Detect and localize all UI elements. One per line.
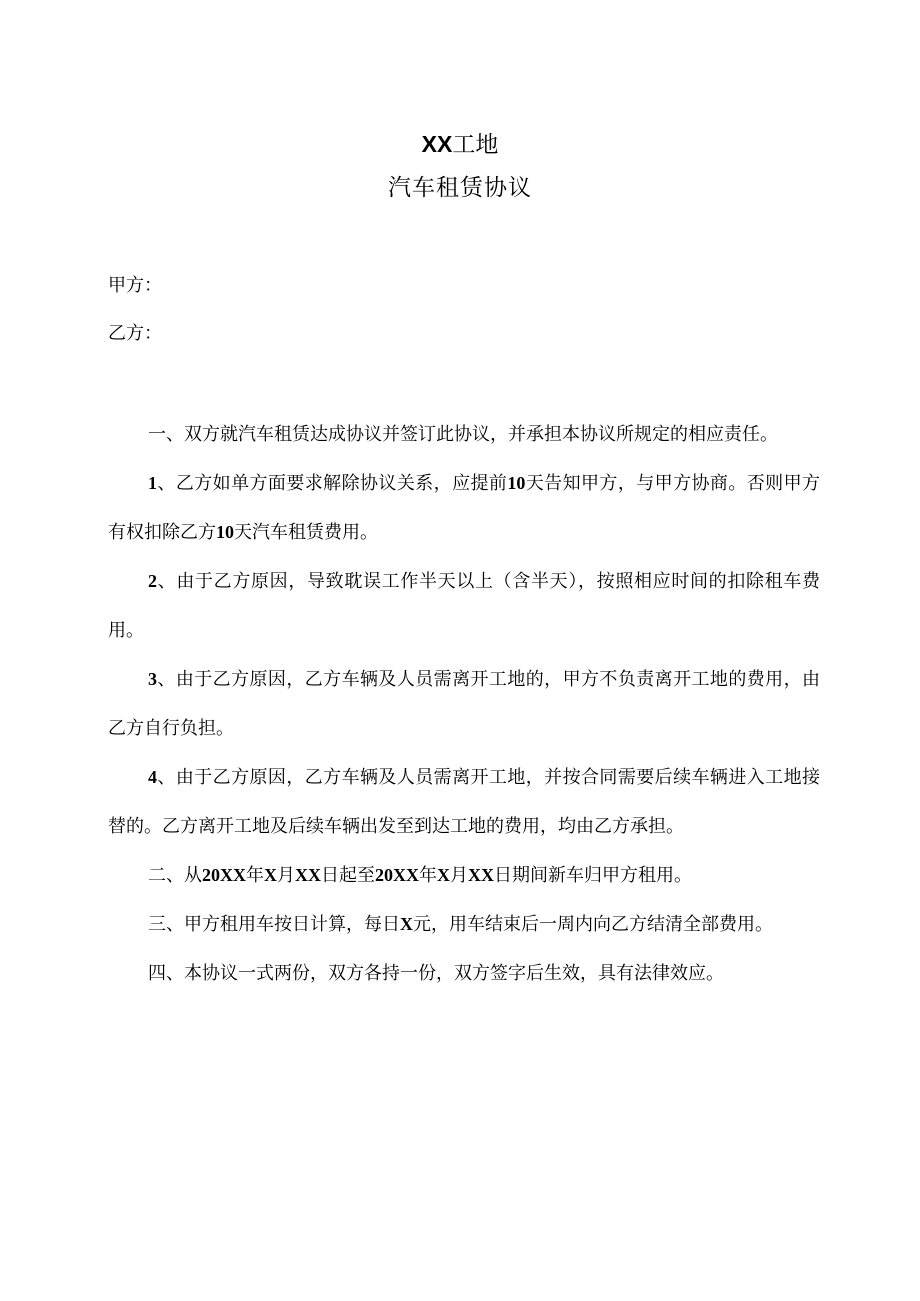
document-subtitle: 汽车租赁协议 [388,175,532,201]
clause-2: 二、从20XX年X月XX日起至20XX年X月XX日期间新车归甲方租用。 [148,865,692,886]
title-code: XX [421,131,453,157]
clause-number: 4 [148,767,157,787]
clause-number: 1 [148,473,157,493]
agreement-body [108,410,820,998]
party-a-label: 甲方： [108,275,162,296]
clause-1-2: 2、由于乙方原因，导致耽误工作半天以上（含半天），按照相应时间的扣除租车费用。 [108,571,820,641]
clause-4: 四、本协议一式两份，双方各持一份，双方签字后生效，具有法律效应。 [148,963,724,984]
clause-1-1: 1、乙方如单方面要求解除协议关系，应提前10天告知甲方，与甲方协商。否则甲方有权扣除乙方10天汽车租赁费用。 [108,473,821,543]
party-b-label: 乙方： [108,323,162,344]
document-title [0,128,920,161]
clause-1-3: 3、由于乙方原因，乙方车辆及人员需离开工地的，甲方不负责离开工地的费用，由乙方自行负担。 [108,669,820,739]
clause-1-4: 4、由于乙方原因，乙方车辆及人员需离开工地，并按合同需要后续车辆进入工地接替的。乙方离开工地及后续车辆出发至到达工地的费用，均由乙方承担。 [108,767,820,837]
clause-3: 三、甲方租用车按日计算，每日X元，用车结束后一周内向乙方结清全部费用。 [148,914,773,935]
title-suffix: 工地 [452,132,499,158]
clause-number: 3 [148,669,157,689]
clause-1: 一、双方就汽车租赁达成协议并签订此协议，并承担本协议所规定的相应责任。 [148,424,778,445]
clause-number: 2 [148,571,157,591]
